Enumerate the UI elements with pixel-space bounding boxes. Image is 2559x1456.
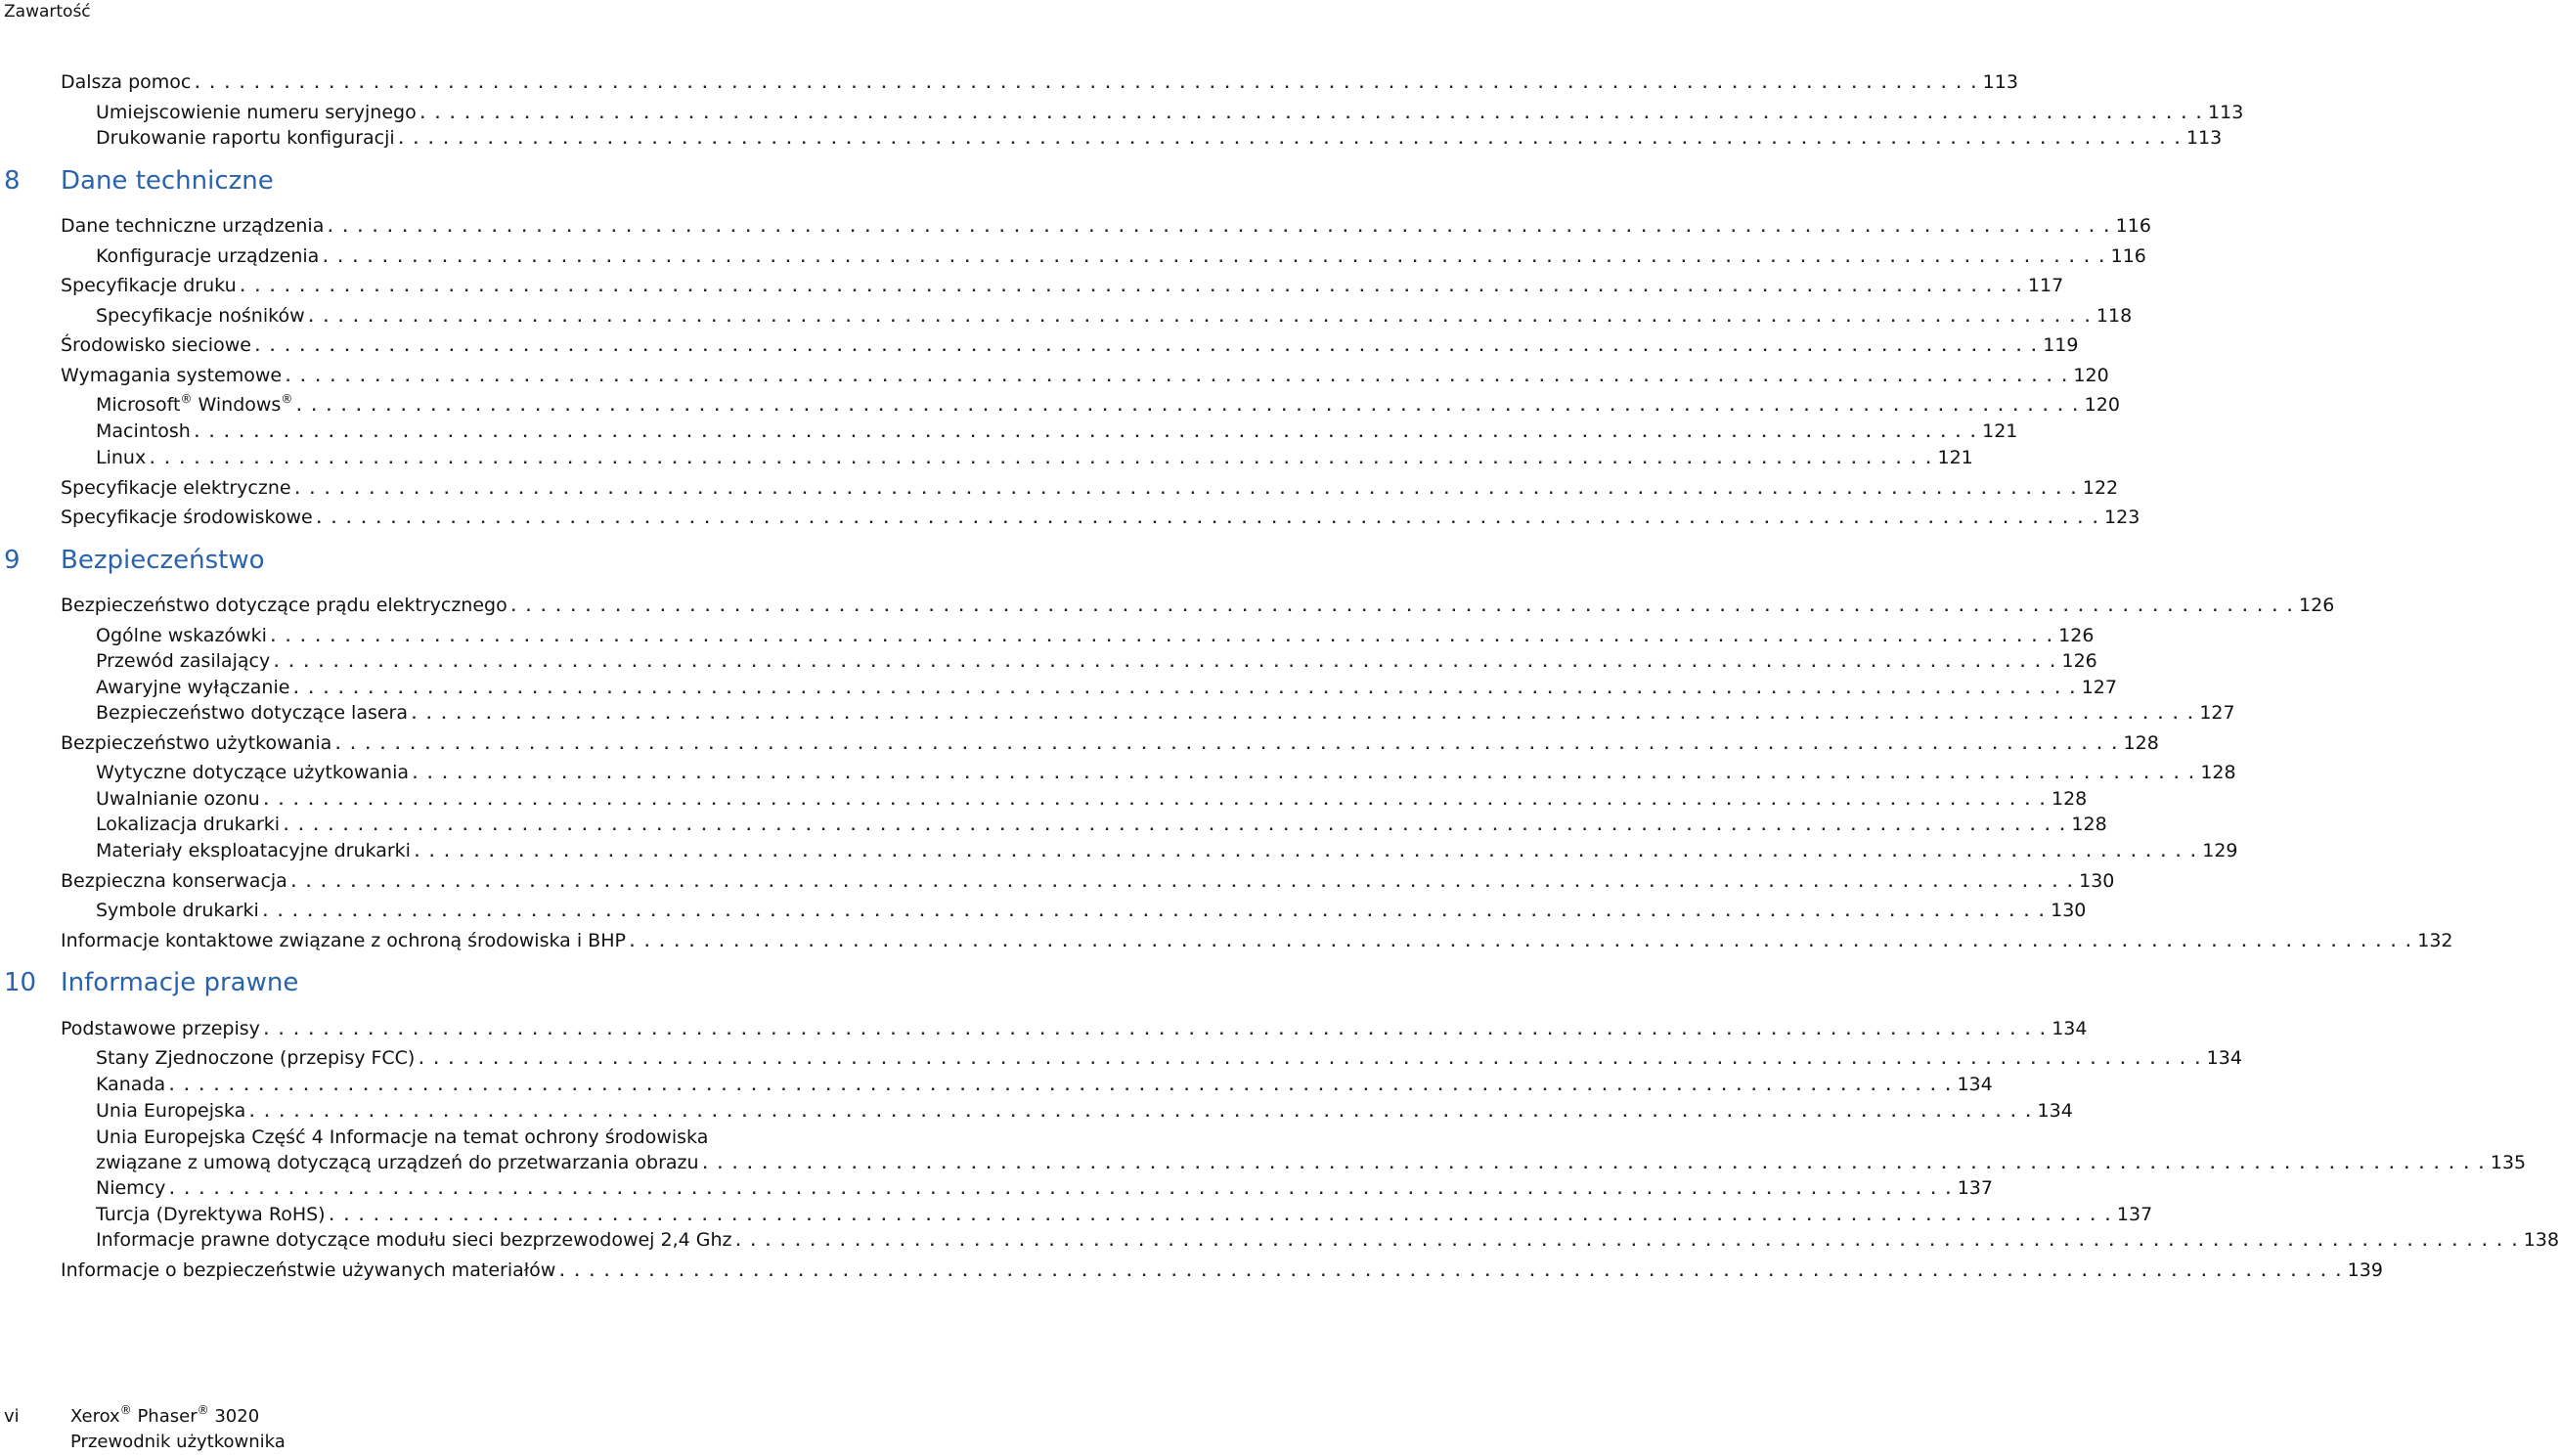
toc-entry-title: Bezpieczeństwo dotyczące lasera [96,702,409,724]
toc-entry-title: Bezpieczeństwo dotyczące prądu elektrycznego [61,595,507,616]
toc-entry[interactable] [0,477,2119,502]
toc-entry-title: Microsoft® Windows® [96,392,293,416]
dot-leader: . . . . . . . . . . . . . . . . . . . . . . . . . . . . . . . . . . . . . . . . . . . . . . . . . . . . . . . . . . . . . . . . . . . . . . . . . . . . . . . . . . . . . . . . . . . . . . . . . . . . . . . . . . . . . . . . . . . . . . . . [254,340,2040,355]
dot-leader: . . . . . . . . . . . . . . . . . . . . . . . . . . . . . . . . . . . . . . . . . . . . . . . . . . . . . . . . . . . . . . . . . . . . . . . . . . . . . . . . . . . . . . . . . . . . . . . . . . . . . . . . . . . . . . . . . . . . . . . . [240,281,2024,295]
dot-leader: . . . . . . . . . . . . . . . . . . . . . . . . . . . . . . . . . . . . . . . . . . . . . . . . . . . . . . . . . . . . . . . . . . . . . . . . . . . . . . . . . . . . . . . . . . . . . . . . . . . . . . . . . . . . . . . . . . . . . . . . [262,905,2048,920]
dot-leader: . . . . . . . . . . . . . . . . . . . . . . . . . . . . . . . . . . . . . . . . . . . . . . . . . . . . . . . . . . . . . . . . . . . . . . . . . . . . . . . . . . . . . . . . . . . . . . . . . . . . . . . . . . . . . . . . . . . . . . . . [195,77,1979,92]
toc-entry[interactable] [0,507,2140,531]
toc-page-number: 135 [2490,1152,2527,1173]
dot-leader: . . . . . . . . . . . . . . . . . . . . . . . . . . . . . . . . . . . . . . . . . . . . . . . . . . . . . . . . . . . . . . . . . . . . . . . . . . . . . . . . . . . . . . . . . . . . . . . . . . . . . . . . . . . . . . . . . . . . . . . . [263,794,2048,809]
dot-leader: . . . . . . . . . . . . . . . . . . . . . . . . . . . . . . . . . . . . . . . . . . . . . . . . . . . . . . . . . . . . . . . . . . . . . . . . . . . . . . . . . . . . . . . . . . . . . . . . . . . . . . . . . . . . . . . . . . . . . . . . [323,251,2107,266]
dot-leader: . . . . . . . . . . . . . . . . . . . . . . . . . . . . . . . . . . . . . . . . . . . . . . . . . . . . . . . . . . . . . . . . . . . . . . . . . . . . . . . . . . . . . . . . . . . . . . . . . . . . . . . . . . . . . . . . . . . . . . . . [169,1183,1954,1198]
toc-entry-title: Uwalnianie ozonu [96,788,260,810]
dot-leader: . . . . . . . . . . . . . . . . . . . . . . . . . . . . . . . . . . . . . . . . . . . . . . . . . . . . . . . . . . . . . . . . . . . . . . . . . . . . . . . . . . . . . . . . . . . . . . . . . . . . . . . . . . . . . . . . . . . . . . . . [335,738,2120,753]
dot-leader: . . . . . . . . . . . . . . . . . . . . . . . . . . . . . . . . . . . . . . . . . . . . . . . . . . . . . . . . . . . . . . . . . . . . . . . . . . . . . . . . . . . . . . . . . . . . . . . . . . . . . . . . . . . . . . . . . . . . . . . . [296,400,2081,415]
toc-page-number: 113 [1982,71,2018,93]
toc-entry-title: Kanada [96,1074,166,1095]
toc-page-number: 128 [2200,762,2236,783]
toc-entry-title: Materiały eksploatacyjne drukarki [96,840,411,861]
toc-entry[interactable] [0,215,2151,240]
chapter-title[interactable]: Informacje prawne [61,968,299,997]
toc-entry[interactable] [0,814,2107,838]
toc-entry-title: Turcja (Dyrektywa RoHS) [96,1204,326,1225]
dot-leader: . . . . . . . . . . . . . . . . . . . . . . . . . . . . . . . . . . . . . . . . . . . . . . . . . . . . . . . . . . . . . . . . . . . . . . . . . . . . . . . . . . . . . . . . . . . . . . . . . . . . . . . . . . . . . . . . . . . . . . . . [419,108,2205,122]
toc-entry-title: Linux [96,447,147,468]
toc-entry-title: Niemcy [96,1177,166,1199]
toc-entry[interactable] [0,595,2335,619]
dot-leader: . . . . . . . . . . . . . . . . . . . . . . . . . . . . . . . . . . . . . . . . . . . . . . . . . . . . . . . . . . . . . . . . . . . . . . . . . . . . . . . . . . . . . . . . . . . . . . . . . . . . . . . . . . . . . . . . . . . . . . . . [284,819,2068,834]
toc-entry-title: Specyfikacje środowiskowe [61,507,313,528]
toc-entry[interactable] [0,900,2087,924]
dot-leader: . . . . . . . . . . . . . . . . . . . . . . . . . . . . . . . . . . . . . . . . . . . . . . . . . . . . . . . . . . . . . . . . . . . . . . . . . . . . . . . . . . . . . . . . . . . . . . . . . . . . . . . . . . . . . . . . . . . . . . . . [629,936,2414,950]
toc-entry-title: Przewód zasilający [96,650,271,672]
toc-entry-title: Wytyczne dotyczące użytkowania [96,762,410,783]
toc-entry[interactable] [0,1018,2088,1042]
toc-entry[interactable] [0,1204,2153,1228]
chapter-title[interactable]: Dane techniczne [61,166,274,196]
toc-entry[interactable] [0,1100,2073,1125]
toc-page-number: 130 [2051,900,2087,921]
toc-page-number: 126 [2299,595,2335,616]
toc-page-number: 138 [2523,1229,2559,1251]
toc-page-number: 119 [2043,334,2079,356]
dot-leader: . . . . . . . . . . . . . . . . . . . . . . . . . . . . . . . . . . . . . . . . . . . . . . . . . . . . . . . . . . . . . . . . . . . . . . . . . . . . . . . . . . . . . . . . . . . . . . . . . . . . . . . . . . . . . . . . . . . . . . . . [328,221,2112,236]
chapter-title[interactable]: Bezpieczeństwo [61,546,265,575]
toc-entry-title: Specyfikacje nośników [96,305,305,327]
toc-entry-title: Symbole drukarki [96,900,259,921]
page-number: vi [4,1406,20,1427]
toc-entry[interactable] [0,447,1973,471]
toc-entry-title: Dane techniczne urządzenia [61,215,325,237]
toc-entry[interactable] [0,275,2064,299]
dot-leader: . . . . . . . . . . . . . . . . . . . . . . . . . . . . . . . . . . . . . . . . . . . . . . . . . . . . . . . . . . . . . . . . . . . . . . . . . . . . . . . . . . . . . . . . . . . . . . . . . . . . . . . . . . . . . . . . . . . . . . . . [559,1265,2344,1280]
chapter-number: 8 [4,166,21,196]
chapter-number: 9 [4,546,21,575]
toc-entry-title: Specyfikacje druku [61,275,237,296]
dot-leader: . . . . . . . . . . . . . . . . . . . . . . . . . . . . . . . . . . . . . . . . . . . . . . . . . . . . . . . . . . . . . . . . . . . . . . . . . . . . . . . . . . . . . . . . . . . . . . . . . . . . . . . . . . . . . . . . . . . . . . . . [398,133,2183,148]
toc-entry-title: Informacje o bezpieczeństwie używanych materiałów [61,1259,556,1281]
dot-leader: . . . . . . . . . . . . . . . . . . . . . . . . . . . . . . . . . . . . . . . . . . . . . . . . . . . . . . . . . . . . . . . . . . . . . . . . . . . . . . . . . . . . . . . . . . . . . . . . . . . . . . . . . . . . . . . . . . . . . . . . [412,708,2196,723]
toc-entry[interactable] [0,127,2223,152]
dot-leader: . . . . . . . . . . . . . . . . . . . . . . . . . . . . . . . . . . . . . . . . . . . . . . . . . . . . . . . . . . . . . . . . . . . . . . . . . . . . . . . . . . . . . . . . . . . . . . . . . . . . . . . . . . . . . . . . . . . . . . . . [293,683,2078,697]
dot-leader: . . . . . . . . . . . . . . . . . . . . . . . . . . . . . . . . . . . . . . . . . . . . . . . . . . . . . . . . . . . . . . . . . . . . . . . . . . . . . . . . . . . . . . . . . . . . . . . . . . . . . . . . . . . . . . . . . . . . . . . . [169,1080,1954,1094]
toc-page-number: 113 [2208,102,2244,123]
toc-entry-title: Informacje prawne dotyczące modułu sieci bezprzewodowej 2,4 Ghz [96,1229,732,1251]
toc-page-number: 118 [2096,305,2133,327]
toc-entry[interactable] [0,625,2095,649]
dot-leader: . . . . . . . . . . . . . . . . . . . . . . . . . . . . . . . . . . . . . . . . . . . . . . . . . . . . . . . . . . . . . . . . . . . . . . . . . . . . . . . . . . . . . . . . . . . . . . . . . . . . . . . . . . . . . . . . . . . . . . . . [249,1106,2034,1121]
toc-entry[interactable] [0,930,2453,954]
dot-leader: . . . . . . . . . . . . . . . . . . . . . . . . . . . . . . . . . . . . . . . . . . . . . . . . . . . . . . . . . . . . . . . . . . . . . . . . . . . . . . . . . . . . . . . . . . . . . . . . . . . . . . . . . . . . . . . . . . . . . . . . [290,876,2076,891]
toc-page-number: 123 [2104,507,2140,528]
dot-leader: . . . . . . . . . . . . . . . . . . . . . . . . . . . . . . . . . . . . . . . . . . . . . . . . . . . . . . . . . . . . . . . . . . . . . . . . . . . . . . . . . . . . . . . . . . . . . . . . . . . . . . . . . . . . . . . . . . . . . . . . [294,483,2079,498]
toc-page-number: 117 [2027,275,2064,296]
dot-leader: . . . . . . . . . . . . . . . . . . . . . . . . . . . . . . . . . . . . . . . . . . . . . . . . . . . . . . . . . . . . . . . . . . . . . . . . . . . . . . . . . . . . . . . . . . . . . . . . . . . . . . . . . . . . . . . . . . . . . . . . [308,311,2093,326]
toc-entry-title: Konfiguracje urządzenia [96,245,320,267]
toc-page-number: 130 [2079,870,2115,892]
dot-leader: . . . . . . . . . . . . . . . . . . . . . . . . . . . . . . . . . . . . . . . . . . . . . . . . . . . . . . . . . . . . . . . . . . . . . . . . . . . . . . . . . . . . . . . . . . . . . . . . . . . . . . . . . . . . . . . . . . . . . . . . [414,846,2199,860]
toc-entry[interactable] [0,870,2115,895]
running-header: Zawartość [4,2,91,22]
toc-entry[interactable] [0,702,2235,727]
toc-entry[interactable] [0,420,2018,445]
toc-page-number: 132 [2417,930,2453,951]
toc-entry-title: Środowisko sieciowe [61,334,251,356]
toc-page-number: 126 [2058,625,2095,646]
toc-entry-title: Bezpieczeństwo użytkowania [61,732,332,754]
toc-page-number: 121 [1982,420,2018,442]
dot-leader: . . . . . . . . . . . . . . . . . . . . . . . . . . . . . . . . . . . . . . . . . . . . . . . . . . . . . . . . . . . . . . . . . . . . . . . . . . . . . . . . . . . . . . . . . . . . . . . . . . . . . . . . . . . . . . . . . . . . . . . . [286,371,2070,385]
toc-entry-title: Umiejscowienie numeru seryjnego [96,102,417,123]
dot-leader: . . . . . . . . . . . . . . . . . . . . . . . . . . . . . . . . . . . . . . . . . . . . . . . . . . . . . . . . . . . . . . . . . . . . . . . . . . . . . . . . . . . . . . . . . . . . . . . . . . . . . . . . . . . . . . . . . . . . . . . . [702,1158,2487,1172]
toc-entry[interactable] [0,1259,2383,1284]
toc-entry-title: Awaryjne wyłączanie [96,677,290,698]
toc-page-number: 127 [2081,677,2117,698]
dot-leader: . . . . . . . . . . . . . . . . . . . . . . . . . . . . . . . . . . . . . . . . . . . . . . . . . . . . . . . . . . . . . . . . . . . . . . . . . . . . . . . . . . . . . . . . . . . . . . . . . . . . . . . . . . . . . . . . . . . . . . . . [274,656,2058,671]
toc-entry-title: Wymagania systemowe [61,365,283,386]
toc-page-number: 120 [2084,394,2120,416]
toc-page-number: 139 [2347,1259,2383,1281]
toc-page-number: 134 [1957,1074,1993,1095]
toc-entry[interactable] [0,840,2238,864]
toc-page-number: 120 [2073,365,2109,386]
toc-entry[interactable] [0,102,2244,126]
product-name: Xerox® Phaser® 3020 [70,1403,260,1427]
toc-entry[interactable] [0,1152,2527,1176]
toc-entry-title: Macintosh [96,420,191,442]
toc-entry[interactable] [0,1074,1993,1098]
dot-leader: . . . . . . . . . . . . . . . . . . . . . . . . . . . . . . . . . . . . . . . . . . . . . . . . . . . . . . . . . . . . . . . . . . . . . . . . . . . . . . . . . . . . . . . . . . . . . . . . . . . . . . . . . . . . . . . . . . . . . . . . [150,453,1934,467]
guide-title: Przewodnik użytkownika [70,1432,286,1452]
toc-page-number: 134 [2052,1018,2088,1039]
toc-entry-title: Stany Zjednoczone (przepisy FCC) [96,1047,416,1069]
toc-entry[interactable] [0,788,2088,813]
dot-leader: . . . . . . . . . . . . . . . . . . . . . . . . . . . . . . . . . . . . . . . . . . . . . . . . . . . . . . . . . . . . . . . . . . . . . . . . . . . . . . . . . . . . . . . . . . . . . . . . . . . . . . . . . . . . . . . . . . . . . . . . [413,768,2197,782]
toc-entry[interactable] [0,677,2117,701]
toc-page-number: 116 [2110,245,2146,267]
toc-page-number: 127 [2199,702,2235,724]
dot-leader: . . . . . . . . . . . . . . . . . . . . . . . . . . . . . . . . . . . . . . . . . . . . . . . . . . . . . . . . . . . . . . . . . . . . . . . . . . . . . . . . . . . . . . . . . . . . . . . . . . . . . . . . . . . . . . . . . . . . . . . . [419,1053,2203,1068]
toc-entry-title: Podstawowe przepisy [61,1018,260,1039]
toc-page-number: 126 [2061,650,2097,672]
toc-page-number: 137 [2116,1204,2153,1225]
toc-entry[interactable] [0,650,2097,675]
toc-entry-title: Specyfikacje elektryczne [61,477,291,499]
toc-page-number: 128 [2123,732,2159,754]
toc-entry-title: Ogólne wskazówki [96,625,267,646]
toc-entry[interactable] [0,305,2133,330]
toc-entry[interactable] [0,732,2159,757]
dot-leader: . . . . . . . . . . . . . . . . . . . . . . . . . . . . . . . . . . . . . . . . . . . . . . . . . . . . . . . . . . . . . . . . . . . . . . . . . . . . . . . . . . . . . . . . . . . . . . . . . . . . . . . . . . . . . . . . . . . . . . . . [316,512,2101,527]
toc-entry[interactable] [0,392,2120,419]
toc-entry-title: Unia Europejska [96,1100,246,1122]
chapter-number: 10 [4,968,37,997]
toc-page-number: 128 [2071,814,2107,835]
toc-entry[interactable] [0,1047,2242,1072]
toc-entry-title: Lokalizacja drukarki [96,814,281,835]
toc-entry-title: Dalsza pomoc [61,71,192,93]
toc-page-number: 134 [2037,1100,2073,1122]
toc-page-number: 137 [1957,1177,1993,1199]
toc-entry[interactable] [0,1229,2559,1254]
toc-page-number: 122 [2082,477,2119,499]
dot-leader: . . . . . . . . . . . . . . . . . . . . . . . . . . . . . . . . . . . . . . . . . . . . . . . . . . . . . . . . . . . . . . . . . . . . . . . . . . . . . . . . . . . . . . . . . . . . . . . . . . . . . . . . . . . . . . . . . . . . . . . . [735,1235,2520,1250]
toc-page-number: 121 [1937,447,1973,468]
toc-entry-title: związane z umową dotyczącą urządzeń do przetwarzania obrazu [96,1152,699,1173]
dot-leader: . . . . . . . . . . . . . . . . . . . . . . . . . . . . . . . . . . . . . . . . . . . . . . . . . . . . . . . . . . . . . . . . . . . . . . . . . . . . . . . . . . . . . . . . . . . . . . . . . . . . . . . . . . . . . . . . . . . . . . . . [329,1210,2113,1224]
toc-page-number: 116 [2115,215,2151,237]
toc-page-number: 128 [2052,788,2088,810]
dot-leader: . . . . . . . . . . . . . . . . . . . . . . . . . . . . . . . . . . . . . . . . . . . . . . . . . . . . . . . . . . . . . . . . . . . . . . . . . . . . . . . . . . . . . . . . . . . . . . . . . . . . . . . . . . . . . . . . . . . . . . . . [263,1024,2049,1038]
dot-leader: . . . . . . . . . . . . . . . . . . . . . . . . . . . . . . . . . . . . . . . . . . . . . . . . . . . . . . . . . . . . . . . . . . . . . . . . . . . . . . . . . . . . . . . . . . . . . . . . . . . . . . . . . . . . . . . . . . . . . . . . [270,631,2055,645]
toc-entry[interactable] [0,71,2018,96]
dot-leader: . . . . . . . . . . . . . . . . . . . . . . . . . . . . . . . . . . . . . . . . . . . . . . . . . . . . . . . . . . . . . . . . . . . . . . . . . . . . . . . . . . . . . . . . . . . . . . . . . . . . . . . . . . . . . . . . . . . . . . . . [510,600,2296,615]
toc-entry-title: Bezpieczna konserwacja [61,870,287,892]
toc-entry-title: Informacje kontaktowe związane z ochroną środowiska i BHP [61,930,626,951]
toc-entry[interactable] [0,1177,1993,1202]
toc-entry[interactable] [0,334,2079,359]
toc-entry[interactable] [0,245,2146,270]
toc-entry-title: Drukowanie raportu konfiguracji [96,127,395,149]
toc-page-number: 134 [2206,1047,2242,1069]
toc-page-number: 113 [2185,127,2223,149]
toc-entry-title-line[interactable]: Unia Europejska Część 4 Informacje na temat ochrony środowiska [96,1126,709,1148]
toc-entry[interactable] [0,365,2109,389]
toc-page-number: 129 [2202,840,2238,861]
dot-leader: . . . . . . . . . . . . . . . . . . . . . . . . . . . . . . . . . . . . . . . . . . . . . . . . . . . . . . . . . . . . . . . . . . . . . . . . . . . . . . . . . . . . . . . . . . . . . . . . . . . . . . . . . . . . . . . . . . . . . . . . [194,426,1979,441]
toc-entry[interactable] [0,762,2236,786]
